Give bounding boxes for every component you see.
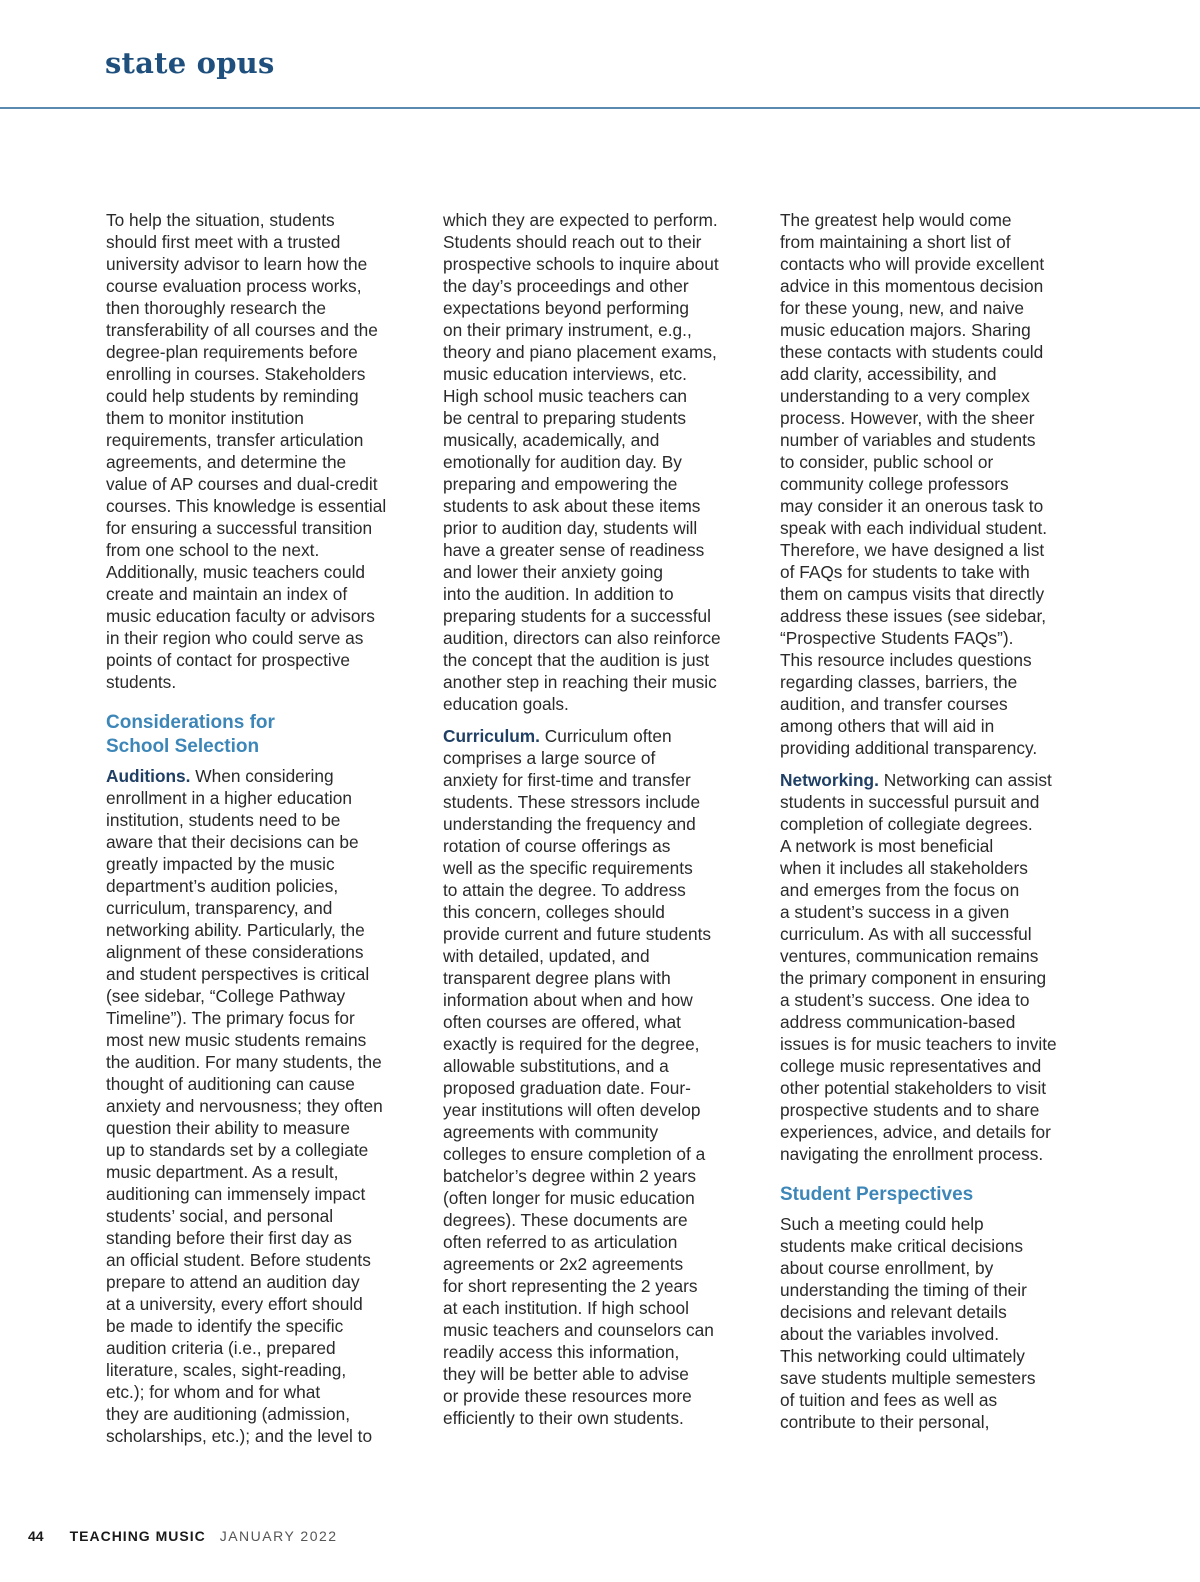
text-line: students in successful pursuit and (780, 792, 1040, 812)
text-line: university advisor to learn how the (106, 254, 368, 274)
text-line: audition, and transfer courses (780, 694, 1008, 714)
text-line: curriculum, transparency, and (106, 898, 333, 918)
text-line: for ensuring a successful transition (106, 518, 373, 538)
text-line: the concept that the audition is just (443, 650, 710, 670)
paragraph-audition-prep (443, 209, 755, 715)
paragraph-curriculum: Curriculum. Curriculum often comprises a large source of anxiety for first-time and transfer students. These stressors include understanding the frequency and rotation of course offerings as well as the specific requirements to attain the degree. To address this concern, colleges should provide current and future students with detailed, updated, and transparent degree plans with information about when and how often courses are offered, what exactly is required for the degree, allowable substitutions, and a proposed graduation date. Four- year institutions will often develop agreements with community colleges to ensure completion of a batchelor’s degree within 2 years (often longer for music education degrees). These documents are often referred to as articulation agreements or 2x2 agreements for short representing the 2 years at each institution. If high school music teachers and counselors can readily access this information, they will be better able to advise or provide these resources more efficiently to their own students. (443, 725, 755, 1429)
text-line: education goals. (443, 694, 569, 714)
text-line: understanding the timing of their (780, 1280, 1027, 1300)
text-line: music education majors. Sharing (780, 320, 1031, 340)
text-line: an official student. Before students (106, 1250, 371, 1270)
text-line: address communication-based (780, 1012, 1016, 1032)
text-line: be made to identify the specific (106, 1316, 344, 1336)
text-line: enrolling in courses. Stakeholders (106, 364, 366, 384)
paragraph-networking: Networking. Networking can assist students in successful pursuit and completion of collegiate degrees. A network is most beneficial when it includes all stakeholders and emerges from the focus on a student’s success in a given curriculum. As with all successful ventures, communication remains the primary component in ensuring a student’s success. One idea to address communication-based issues is for music teachers to invite college music representatives and other potential stakeholders to visit prospective students and to share experiences, advice, and details for navigating the enrollment process. (780, 769, 1092, 1165)
text-line: audition, directors can also reinforce (443, 628, 721, 648)
text-line: for these young, new, and naive (780, 298, 1025, 318)
text-line: prospective students and to share (780, 1100, 1040, 1120)
text-line: proposed graduation date. Four- (443, 1078, 691, 1098)
text-line: Additionally, music teachers could (106, 562, 366, 582)
text-line: often referred to as articulation (443, 1232, 678, 1252)
article-column-3 (780, 209, 1092, 1443)
text-line: degrees). These documents are (443, 1210, 688, 1230)
text-line: understanding to a very complex (780, 386, 1030, 406)
text-line: to attain the degree. To address (443, 880, 686, 900)
text-line: “Prospective Students FAQs”). (780, 628, 1014, 648)
text-line: provide current and future students (443, 924, 712, 944)
text-line: students. These stressors include (443, 792, 701, 812)
text-line: well as the specific requirements (443, 858, 693, 878)
text-line: number of variables and students (780, 430, 1036, 450)
text-line: question their ability to measure (106, 1118, 350, 1138)
text-line: courses. This knowledge is essential (106, 496, 387, 516)
text-line: and student perspectives is critical (106, 964, 370, 984)
magazine-title: TEACHING MUSIC (69, 1528, 206, 1544)
text-line: and emerges from the focus on (780, 880, 1020, 900)
text-line: this concern, colleges should (443, 902, 665, 922)
text-line: may consider it an onerous task to (780, 496, 1044, 516)
text-line: these contacts with students could (780, 342, 1044, 362)
text-line: at a university, every effort should (106, 1294, 363, 1314)
text-line: college music representatives and (780, 1056, 1042, 1076)
text-line: have a greater sense of readiness (443, 540, 705, 560)
text-line: Such a meeting could help (780, 1214, 984, 1234)
text-line: add clarity, accessibility, and (780, 364, 997, 384)
text-line: colleges to ensure completion of a (443, 1144, 706, 1164)
text-line: information about when and how (443, 990, 693, 1010)
text-line: year institutions will often develop (443, 1100, 701, 1120)
text-line: music department. As a result, (106, 1162, 339, 1182)
text-line: prior to audition day, students will (443, 518, 698, 538)
text-line: contacts who will provide excellent (780, 254, 1045, 274)
text-line: up to standards set by a collegiate (106, 1140, 369, 1160)
text-line: among others that will aid in (780, 716, 995, 736)
text-line: understanding the frequency and (443, 814, 696, 834)
text-line: speak with each individual student. (780, 518, 1048, 538)
text-line: to consider, public school or (780, 452, 994, 472)
text-line: most new music students remains (106, 1030, 367, 1050)
text-line: music education faculty or advisors (106, 606, 375, 626)
text-line: musically, academically, and (443, 430, 660, 450)
text-line: music education interviews, etc. (443, 364, 687, 384)
text-line: the audition. For many students, the (106, 1052, 382, 1072)
page-footer (28, 1526, 338, 1546)
run-in-auditions: Auditions. (106, 766, 191, 786)
text-line: course evaluation process works, (106, 276, 362, 296)
text-line: navigating the enrollment process. (780, 1144, 1044, 1164)
text-line: address these issues (see sidebar, (780, 606, 1047, 626)
text-line: Students should reach out to their (443, 232, 702, 252)
text-line: of FAQs for students to take with (780, 562, 1030, 582)
text-line: thought of auditioning can cause (106, 1074, 355, 1094)
text-line: audition criteria (i.e., prepared (106, 1338, 336, 1358)
text-line: (often longer for music education (443, 1188, 695, 1208)
text-line: value of AP courses and dual-credit (106, 474, 378, 494)
text-line: decisions and relevant details (780, 1302, 1007, 1322)
text-line: prospective schools to inquire about (443, 254, 719, 274)
text-line: agreements or 2x2 agreements (443, 1254, 684, 1274)
text-line: the day’s proceedings and other (443, 276, 689, 296)
text-line: This networking could ultimately (780, 1346, 1025, 1366)
section-title: state opus (105, 46, 275, 80)
text-line: from maintaining a short list of (780, 232, 1011, 252)
text-line: another step in reaching their music (443, 672, 717, 692)
text-line: standing before their first day as (106, 1228, 352, 1248)
text-line: (see sidebar, “College Pathway (106, 986, 346, 1006)
text-line: music teachers and counselors can (443, 1320, 714, 1340)
text-line: auditioning can immensely impact (106, 1184, 366, 1204)
text-line: advice in this momentous decision (780, 276, 1044, 296)
text-line: a student’s success. One idea to (780, 990, 1030, 1010)
text-line: at each institution. If high school (443, 1298, 689, 1318)
text-line: contribute to their personal, (780, 1412, 990, 1432)
text-line: Considerations for (106, 712, 275, 733)
text-line: students to ask about these items (443, 496, 701, 516)
text-line: providing additional transparency. (780, 738, 1038, 758)
text-line: for short representing the 2 years (443, 1276, 698, 1296)
text-line: etc.); for whom and for what (106, 1382, 321, 1402)
text-line: institution, students need to be (106, 810, 341, 830)
text-line: transparent degree plans with (443, 968, 671, 988)
text-line: preparing students for a successful (443, 606, 712, 626)
text-line: allowable substitutions, and a (443, 1056, 669, 1076)
text-line: scholarships, etc.); and the level to (106, 1426, 373, 1446)
text-line: on their primary instrument, e.g., (443, 320, 692, 340)
text-line: curriculum. As with all successful (780, 924, 1032, 944)
text-line: theory and piano placement exams, (443, 342, 717, 362)
text-line: alignment of these considerations (106, 942, 364, 962)
text-line: then thoroughly research the (106, 298, 326, 318)
text-line: networking ability. Particularly, the (106, 920, 365, 940)
text-line: process. However, with the sheer (780, 408, 1035, 428)
text-line: agreements with community (443, 1122, 659, 1142)
text-line: transferability of all courses and the (106, 320, 378, 340)
text-line: them on campus visits that directly (780, 584, 1045, 604)
text-line: when it includes all stakeholders (780, 858, 1028, 878)
text-line: To help the situation, students (106, 210, 335, 230)
text-line: prepare to attend an audition day (106, 1272, 360, 1292)
paragraph-contacts (780, 209, 1092, 759)
text-line: department’s audition policies, (106, 876, 339, 896)
text-line: completion of collegiate degrees. (780, 814, 1033, 834)
text-line: should first meet with a trusted (106, 232, 341, 252)
text-line: exactly is required for the degree, (443, 1034, 700, 1054)
text-line: agreements, and determine the (106, 452, 347, 472)
text-line: issues is for music teachers to invite (780, 1034, 1057, 1054)
run-in-networking: Networking. (780, 770, 879, 790)
issue-date: JANUARY 2022 (219, 1528, 338, 1544)
text-line: A network is most beneficial (780, 836, 994, 856)
paragraph-intro (106, 209, 418, 693)
text-line: about course enrollment, by (780, 1258, 994, 1278)
paragraph-student-perspectives (780, 1213, 1092, 1433)
page-number: 44 (28, 1528, 44, 1544)
text-line: literature, scales, sight-reading, (106, 1360, 347, 1380)
text-line: students. (106, 672, 177, 692)
text-line: This resource includes questions (780, 650, 1032, 670)
run-in-curriculum: Curriculum. (443, 726, 540, 746)
text-line: batchelor’s degree within 2 years (443, 1166, 696, 1186)
text-line: with detailed, updated, and (443, 946, 650, 966)
text-line: High school music teachers can (443, 386, 687, 406)
text-line: regarding classes, barriers, the (780, 672, 1018, 692)
article-column-1 (106, 209, 418, 1457)
text-line: School Selection (106, 736, 260, 757)
text-line: comprises a large source of (443, 748, 656, 768)
text-line: a student’s success in a given (780, 902, 1010, 922)
text-line: create and maintain an index of (106, 584, 348, 604)
text-line: degree-plan requirements before (106, 342, 358, 362)
text-line: emotionally for audition day. By (443, 452, 682, 472)
text-line: ventures, communication remains (780, 946, 1039, 966)
text-line: students’ social, and personal (106, 1206, 334, 1226)
text-line: which they are expected to perform. (443, 210, 718, 230)
text-line: Therefore, we have designed a list (780, 540, 1045, 560)
text-line: The greatest help would come (780, 210, 1012, 230)
text-line: anxiety for first-time and transfer (443, 770, 691, 790)
text-line: other potential stakeholders to visit (780, 1078, 1047, 1098)
text-line: save students multiple semesters (780, 1368, 1036, 1388)
text-line: in their region who could serve as (106, 628, 364, 648)
text-line: about the variables involved. (780, 1324, 1000, 1344)
header-rule (0, 107, 1200, 109)
text-line: from one school to the next. (106, 540, 320, 560)
text-line: expectations beyond performing (443, 298, 689, 318)
text-line: or provide these resources more (443, 1386, 692, 1406)
text-line: readily access this information, (443, 1342, 680, 1362)
text-line: experiences, advice, and details for (780, 1122, 1051, 1142)
text-line: community college professors (780, 474, 1009, 494)
text-line: students make critical decisions (780, 1236, 1024, 1256)
text-line: them to monitor institution (106, 408, 304, 428)
text-line: the primary component in ensuring (780, 968, 1047, 988)
text-line: aware that their decisions can be (106, 832, 359, 852)
text-line: anxiety and nervousness; they often (106, 1096, 383, 1116)
text-line: preparing and empowering the (443, 474, 678, 494)
text-line: greatly impacted by the music (106, 854, 335, 874)
text-line: could help students by reminding (106, 386, 359, 406)
article-column-2 (443, 209, 755, 1439)
text-line: into the audition. In addition to (443, 584, 674, 604)
text-line: Timeline”). The primary focus for (106, 1008, 355, 1028)
text-line: enrollment in a higher education (106, 788, 352, 808)
text-line: be central to preparing students (443, 408, 687, 428)
text-line: they are auditioning (admission, (106, 1404, 350, 1424)
heading-considerations (106, 711, 418, 759)
text-line: often courses are offered, what (443, 1012, 681, 1032)
text-line: efficiently to their own students. (443, 1408, 684, 1428)
paragraph-auditions: Auditions. When considering enrollment in a higher education institution, students need to be aware that their decisions can be greatly impacted by the music department’s audition policies, curriculum, transparency, and networking ability. Particularly, the alignment of these considerations and student perspectives is critical (see sidebar, “College Pathway Timeline”). The primary focus for most new music students remains the audition. For many students, the thought of auditioning can cause anxiety and nervousness; they often question their ability to measure up to standards set by a collegiate music department. As a result, auditioning can immensely impact students’ social, and personal standing before their first day as an official student. Before students prepare to attend an audition day at a university, every effort should be made to identify the specific audition criteria (i.e., prepared literature, scales, sight-reading, etc.); for whom and for what they are auditioning (admission, scholarships, etc.); and the level to (106, 765, 418, 1447)
text-line: rotation of course offerings as (443, 836, 671, 856)
text-line: points of contact for prospective (106, 650, 350, 670)
text-line: and lower their anxiety going (443, 562, 663, 582)
text-line: requirements, transfer articulation (106, 430, 364, 450)
heading-student-perspectives: Student Perspectives (780, 1184, 974, 1205)
text-line: they will be better able to advise (443, 1364, 689, 1384)
text-line: of tuition and fees as well as (780, 1390, 998, 1410)
